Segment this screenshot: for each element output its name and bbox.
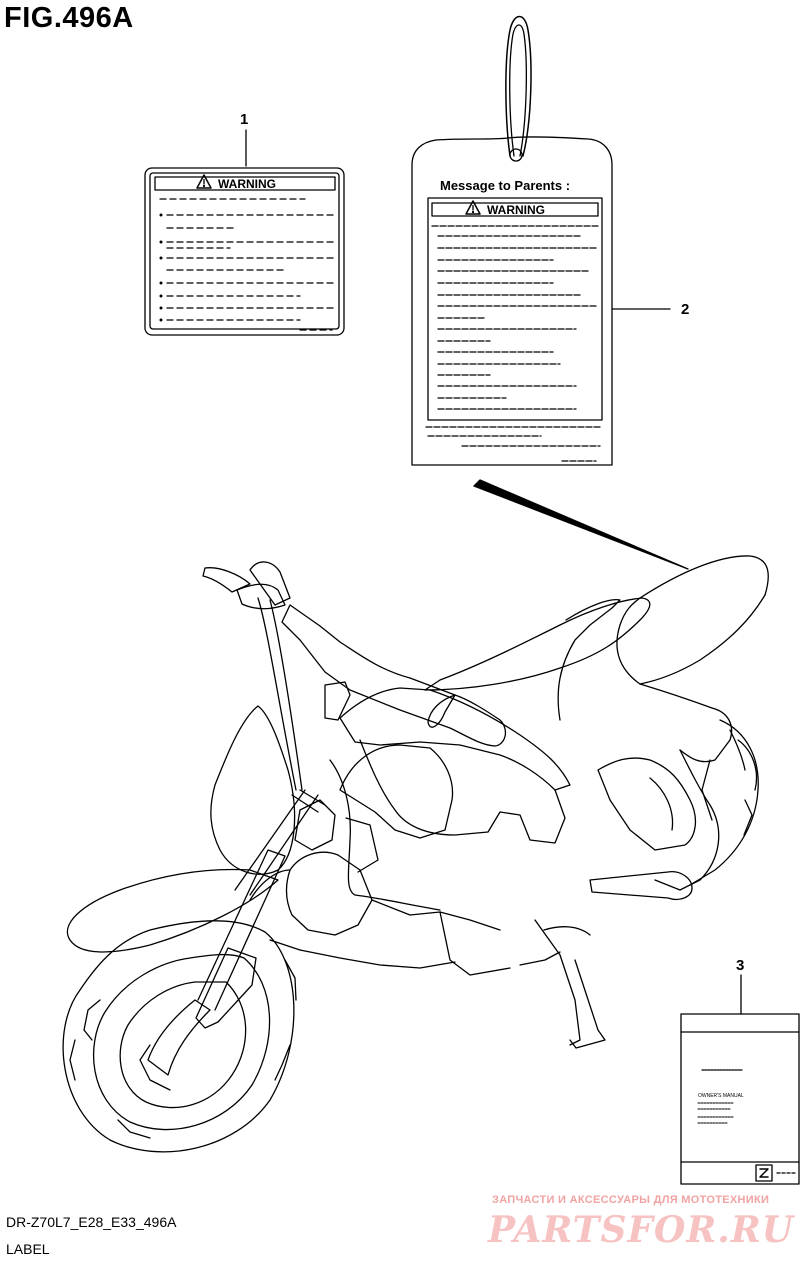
warning-label-outline (145, 168, 344, 335)
pointer-wedge (474, 480, 688, 569)
tag-warning-box (428, 198, 602, 420)
callout-1: 1 (240, 111, 249, 128)
manual-cover (681, 1014, 799, 1184)
frame (440, 600, 719, 1048)
warning-label-heading: WARNING (218, 177, 276, 191)
warning-label-inner-border (150, 173, 339, 329)
callout-3: 3 (736, 957, 745, 974)
seat (425, 556, 768, 762)
figure-code: DR-Z70L7_E28_E33_496A (6, 1214, 177, 1230)
tag-warning-heading: WARNING (487, 203, 545, 217)
tag-message: Message to Parents : (440, 178, 571, 193)
callout-2: 2 (681, 301, 690, 318)
figure-label: LABEL (6, 1241, 50, 1257)
figure-title: FIG.496A (4, 2, 134, 34)
motorcycle-illustration (63, 556, 768, 1152)
warning-label-part[interactable] (145, 168, 344, 335)
warning-label-text-lines (160, 199, 335, 330)
tag-text-lines (426, 226, 600, 461)
manual-title: OWNER'S MANUAL (698, 1093, 744, 1099)
rear-wheel (690, 720, 758, 885)
watermark-logo: PARTSFOR.RU (488, 1209, 795, 1251)
handlebar (203, 562, 505, 812)
hang-tag-part[interactable] (412, 17, 612, 466)
front-wheel (63, 921, 296, 1152)
owners-manual-part[interactable] (681, 975, 799, 1184)
warning-label-bullets (160, 214, 163, 322)
front-fender (67, 706, 294, 952)
watermark-tagline: ЗАПЧАСТИ И АКСЕССУАРЫ ДЛЯ МОТОТЕХНИКИ (492, 1194, 770, 1206)
